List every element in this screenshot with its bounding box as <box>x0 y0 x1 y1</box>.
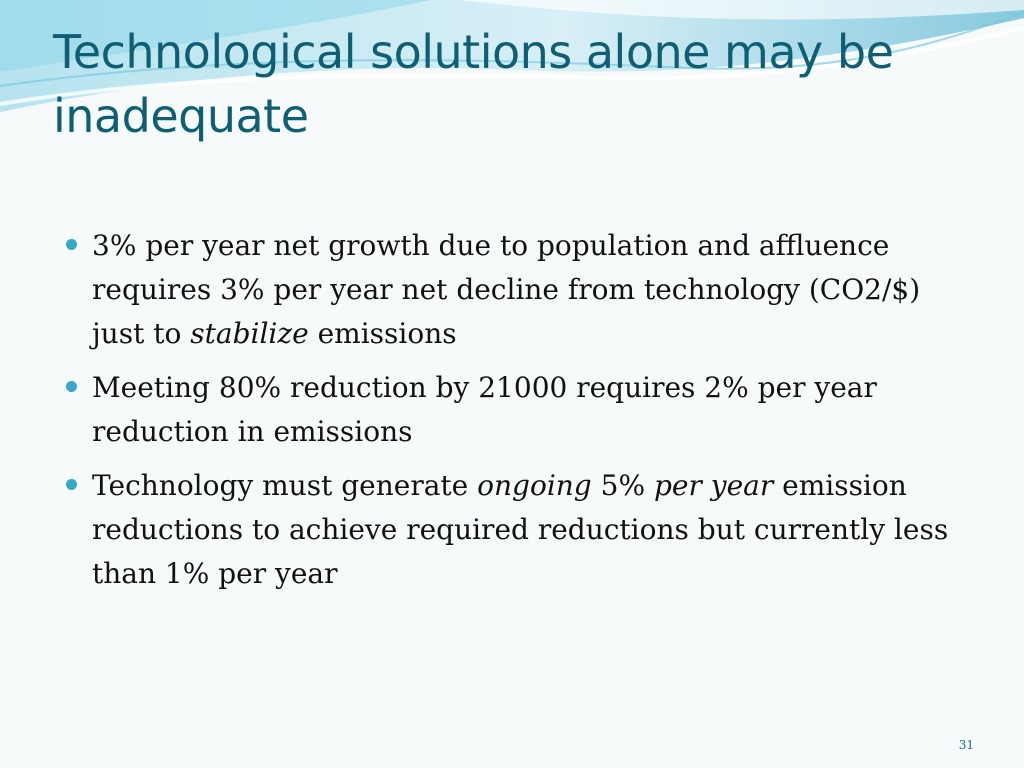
bullet-text: Technology must generate <box>92 469 478 502</box>
emphasis-text: stabilize <box>190 317 309 350</box>
slide-title: Technological solutions alone may be inadequate <box>53 25 894 143</box>
bullet-text: 3% per year net growth due to population and affluence requires 3% per year net decline from technology (CO2/$) just to <box>92 229 921 350</box>
emphasis-text: per year <box>653 469 774 502</box>
bullet-dot-icon <box>66 479 77 490</box>
bullet-text: Meeting 80% reduction by 21000 requires 2% per year reduction in emissions <box>92 371 877 448</box>
bullet-text: emissions <box>308 317 457 350</box>
bullet-text: emission reductions to achieve required reductions but currently less than 1% per year <box>92 469 949 590</box>
bullet-list <box>64 224 954 606</box>
bullet-dot-icon <box>66 381 77 392</box>
slide-number: 31 <box>958 738 974 752</box>
bullet-dot-icon <box>66 239 77 250</box>
bullet-item <box>64 224 954 356</box>
bullet-item <box>64 366 954 454</box>
bullet-item <box>64 464 954 596</box>
bullet-text: 5% <box>591 469 654 502</box>
emphasis-text: ongoing <box>477 469 592 502</box>
